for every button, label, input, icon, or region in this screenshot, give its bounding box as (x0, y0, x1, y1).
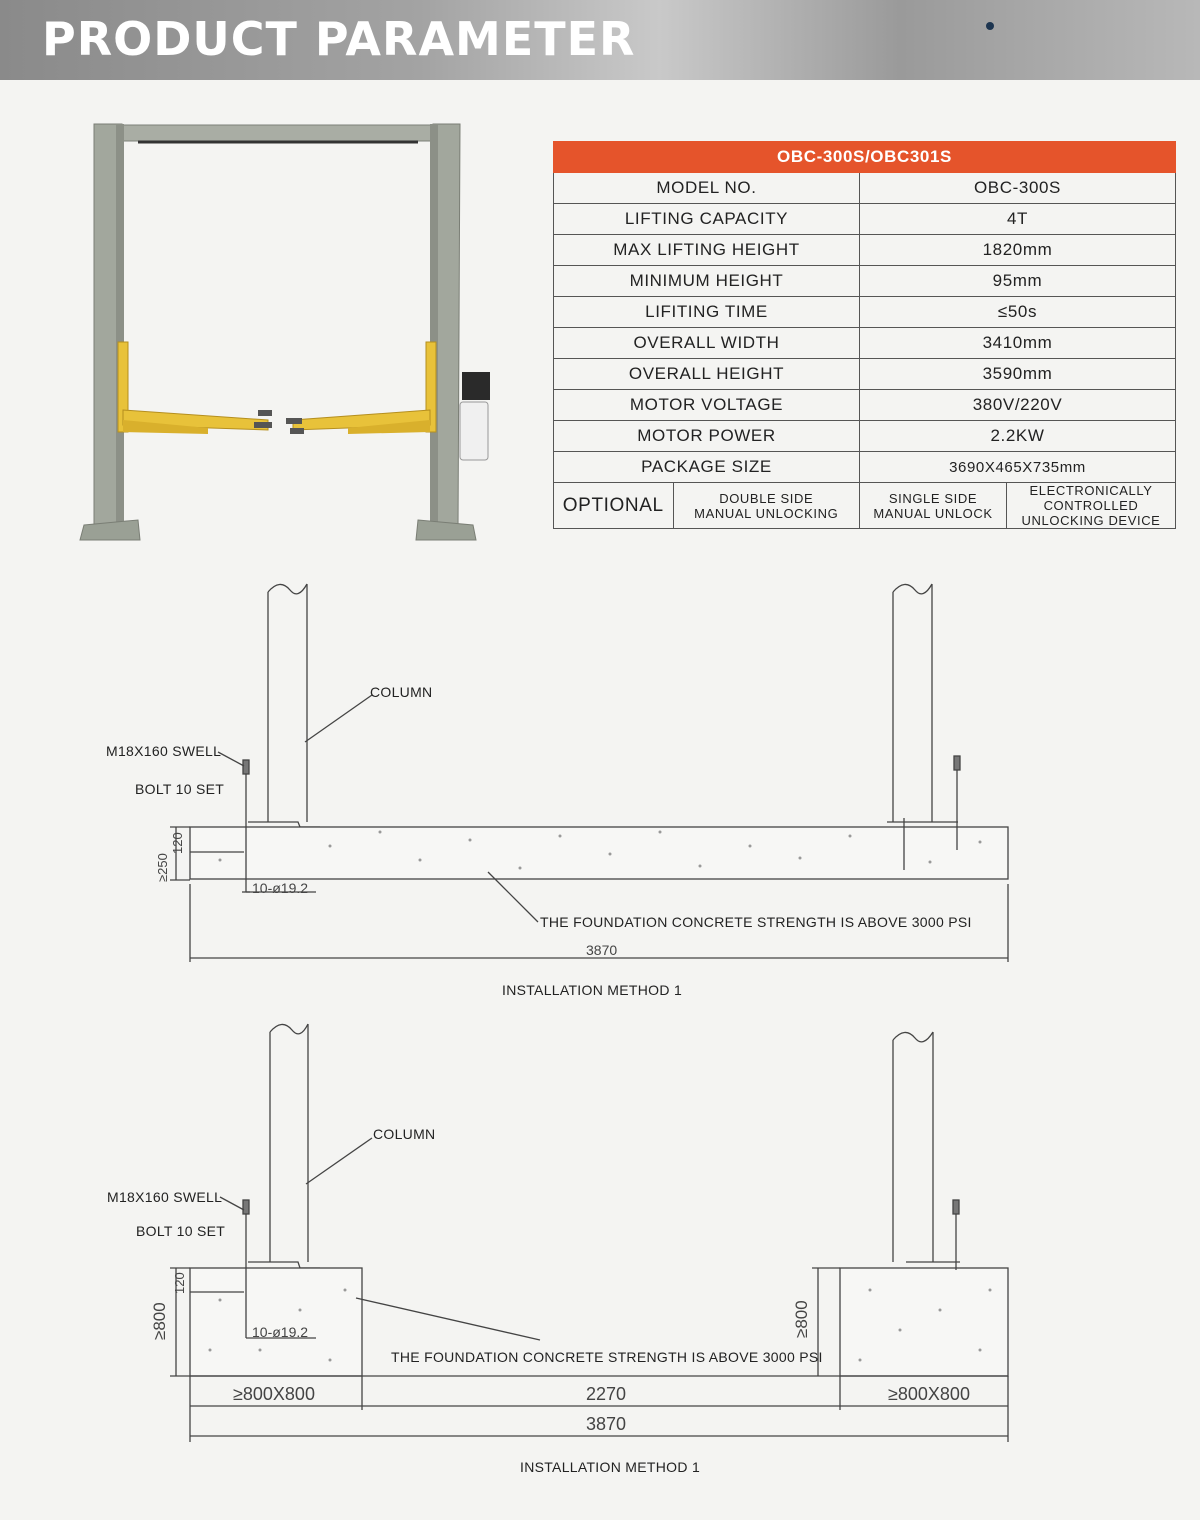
concrete-note: THE FOUNDATION CONCRETE STRENGTH IS ABOVE 3000 PSI (540, 914, 972, 930)
spec-value: 95mm (860, 266, 1176, 297)
spec-value: 1820mm (860, 235, 1176, 266)
spec-label: PACKAGE SIZE (554, 452, 860, 483)
spec-label: MOTOR VOLTAGE (554, 390, 860, 421)
dim-2270: 2270 (586, 1384, 627, 1404)
option-cell (673, 483, 860, 529)
spec-label: LIFITING TIME (554, 297, 860, 328)
option-line: DOUBLE SIDE (719, 490, 814, 506)
bolt-label: BOLT 10 SET (136, 1223, 226, 1239)
option-line: MANUAL UNLOCKING (694, 505, 839, 521)
dim-3870: 3870 (586, 1414, 627, 1434)
dim-250: ≥250 (155, 853, 170, 882)
spec-label: MOTOR POWER (554, 421, 860, 452)
bolt-label: M18X160 SWELL (106, 743, 222, 759)
table-row (554, 359, 1176, 390)
table-row (554, 452, 1176, 483)
pad-left-size: ≥800X800 (233, 1384, 315, 1404)
pad-right-size: ≥800X800 (888, 1384, 970, 1404)
spec-value: 3690X465X735mm (860, 452, 1176, 483)
installation-drawing-2 (0, 1010, 1200, 1490)
spec-value: 3410mm (860, 328, 1176, 359)
hole-label: 10-ø19.2 (252, 1324, 309, 1340)
spec-label: MAX LIFTING HEIGHT (554, 235, 860, 266)
table-row (554, 328, 1176, 359)
two-post-lift-image (78, 120, 498, 545)
spec-label: LIFTING CAPACITY (554, 204, 860, 235)
drawing-caption: INSTALLATION METHOD 1 (502, 982, 683, 998)
spec-value: 380V/220V (860, 390, 1176, 421)
table-row (554, 235, 1176, 266)
concrete-note: THE FOUNDATION CONCRETE STRENGTH IS ABOVE 3000 PSI (391, 1349, 823, 1365)
spec-value: 4T (860, 204, 1176, 235)
spec-label: MINIMUM HEIGHT (554, 266, 860, 297)
optional-label: OPTIONAL (554, 483, 674, 529)
dim-3870: 3870 (586, 942, 618, 958)
table-row (554, 266, 1176, 297)
spec-value: OBC-300S (860, 173, 1176, 204)
spec-table (553, 141, 1176, 529)
column-label: COLUMN (373, 1126, 436, 1142)
table-row (554, 390, 1176, 421)
table-row (554, 297, 1176, 328)
spec-value: 2.2KW (860, 421, 1176, 452)
dim-800-left: ≥800 (150, 1302, 169, 1340)
table-row (554, 204, 1176, 235)
dim-120: 120 (172, 1272, 187, 1294)
header-banner (0, 0, 1200, 80)
option-cell (1007, 483, 1176, 529)
installation-drawing-1 (0, 570, 1200, 1010)
header-dot (986, 22, 994, 30)
bolt-label: M18X160 SWELL (107, 1189, 223, 1205)
option-cell (860, 483, 1007, 529)
drawing-caption: INSTALLATION METHOD 1 (520, 1459, 701, 1475)
dim-800-right: ≥800 (792, 1300, 811, 1338)
page-title: PRODUCT PARAMETER (42, 12, 636, 66)
option-line: MANUAL UNLOCK (873, 505, 993, 521)
option-line: SINGLE SIDE (888, 490, 978, 506)
optional-row (554, 483, 1176, 529)
spec-label: OVERALL HEIGHT (554, 359, 860, 390)
spec-value: ≤50s (860, 297, 1176, 328)
spec-value: 3590mm (860, 359, 1176, 390)
bolt-label: BOLT 10 SET (135, 781, 225, 797)
spec-label: MODEL NO. (554, 173, 860, 204)
dim-120: 120 (170, 832, 185, 854)
option-line: UNLOCKING DEVICE (1021, 513, 1161, 528)
option-line: ELECTRONICALLY CONTROLLED (1029, 483, 1153, 513)
spec-table-title: OBC-300S/OBC301S (554, 142, 1176, 173)
hole-label: 10-ø19.2 (252, 880, 309, 896)
table-row (554, 173, 1176, 204)
column-label: COLUMN (370, 684, 433, 700)
spec-label: OVERALL WIDTH (554, 328, 860, 359)
table-row (554, 421, 1176, 452)
